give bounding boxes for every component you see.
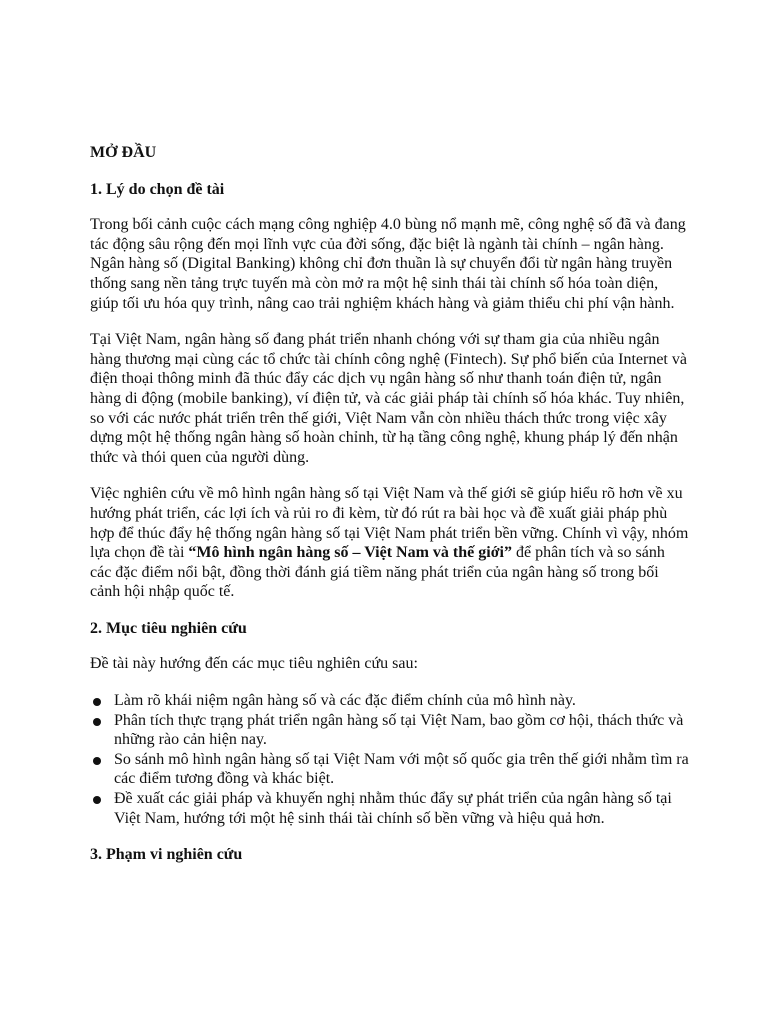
list-item-text: Đề xuất các giải pháp và khuyến nghị nhằm thúc đẩy sự phát triển của ngân hàng số tại Việt Nam, hướng tới một hệ sinh thái tài chính số bền vững và hiệu quả hơn. [114,790,672,827]
section-1-paragraph-3 [90,484,690,602]
section-2-intro: Đề tài này hướng đến các mục tiêu nghiên cứu sau: [90,655,418,673]
list-item [90,711,690,750]
section-1-paragraph-2: Tại Việt Nam, ngân hàng số đang phát triển nhanh chóng với sự tham gia của nhiều ngân hàng thương mại cùng các tổ chức tài chính công nghệ (Fintech). Sự phổ biến của Internet và điện thoại thông minh đã thúc đẩy các dịch vụ ngân hàng số như thanh toán điện tử, ngân hàng di động (mobile banking), ví điện tử, và các giải pháp tài chính số hóa khác. Tuy nhiên, so với các nước phát triển trên thế giới, Việt Nam vẫn còn nhiều thách thức trong việc xây dựng một hệ thống ngân hàng số hoàn chỉnh, từ hạ tầng công nghệ, khung pháp lý đến nhận thức và thói quen của người dùng. [90,331,687,466]
list-item [90,750,690,789]
document-page [90,143,690,881]
section-1-paragraph-1: Trong bối cảnh cuộc cách mạng công nghiệp 4.0 bùng nổ mạnh mẽ, công nghệ số đã và đang tác động sâu rộng đến mọi lĩnh vực của đời sống, đặc biệt là ngành tài chính – ngân hàng. Ngân hàng số (Digital Banking) không chỉ đơn thuần là sự chuyển đổi từ ngân hàng truyền thống sang nền tảng trực tuyến mà còn mở ra một hệ sinh thái tài chính số hóa toàn diện, giúp tối ưu hóa quy trình, nâng cao trải nghiệm khách hàng và giảm thiểu chi phí vận hành. [90,216,686,312]
section-3-heading: 3. Phạm vi nghiên cứu [90,846,243,864]
list-item-text: So sánh mô hình ngân hàng số tại Việt Nam với một số quốc gia trên thế giới nhằm tìm ra các điểm tương đồng và khác biệt. [114,750,689,788]
document-title: MỞ ĐẦU [90,144,157,161]
list-item [90,789,690,828]
list-item [90,691,690,711]
topic-title-bold: “Mô hình ngân hàng số – Việt Nam và thế giới” [188,544,512,562]
paragraph-3-text-after: để phân tích và so sánh các đặc điểm nổi bật, đồng thời đánh giá tiềm năng phát triển của ngân hàng số trong bối cảnh hội nhập quốc tế. [90,544,665,601]
paragraph-3-text-before: Việc nghiên cứu về mô hình ngân hàng số tại Việt Nam và thế giới sẽ giúp hiểu rõ hơn về xu hướng phát triển, các lợi ích và rủi ro đi kèm, từ đó rút ra bài học và đề xuất giải pháp phù hợp để thúc đẩy hệ thống ngân hàng số tại Việt Nam phát triển bền vững. Chính vì vậy, nhóm lựa chọn đề tài [90,485,689,562]
list-item-text: Làm rõ khái niệm ngân hàng số và các đặc điểm chính của mô hình này. [114,692,576,710]
section-2-heading: 2. Mục tiêu nghiên cứu [90,619,247,637]
section-1-heading: 1. Lý do chọn đề tài [90,180,225,198]
objectives-list [90,691,690,828]
list-item-text: Phân tích thực trạng phát triển ngân hàng số tại Việt Nam, bao gồm cơ hội, thách thức và những rào cản hiện nay. [114,711,684,749]
